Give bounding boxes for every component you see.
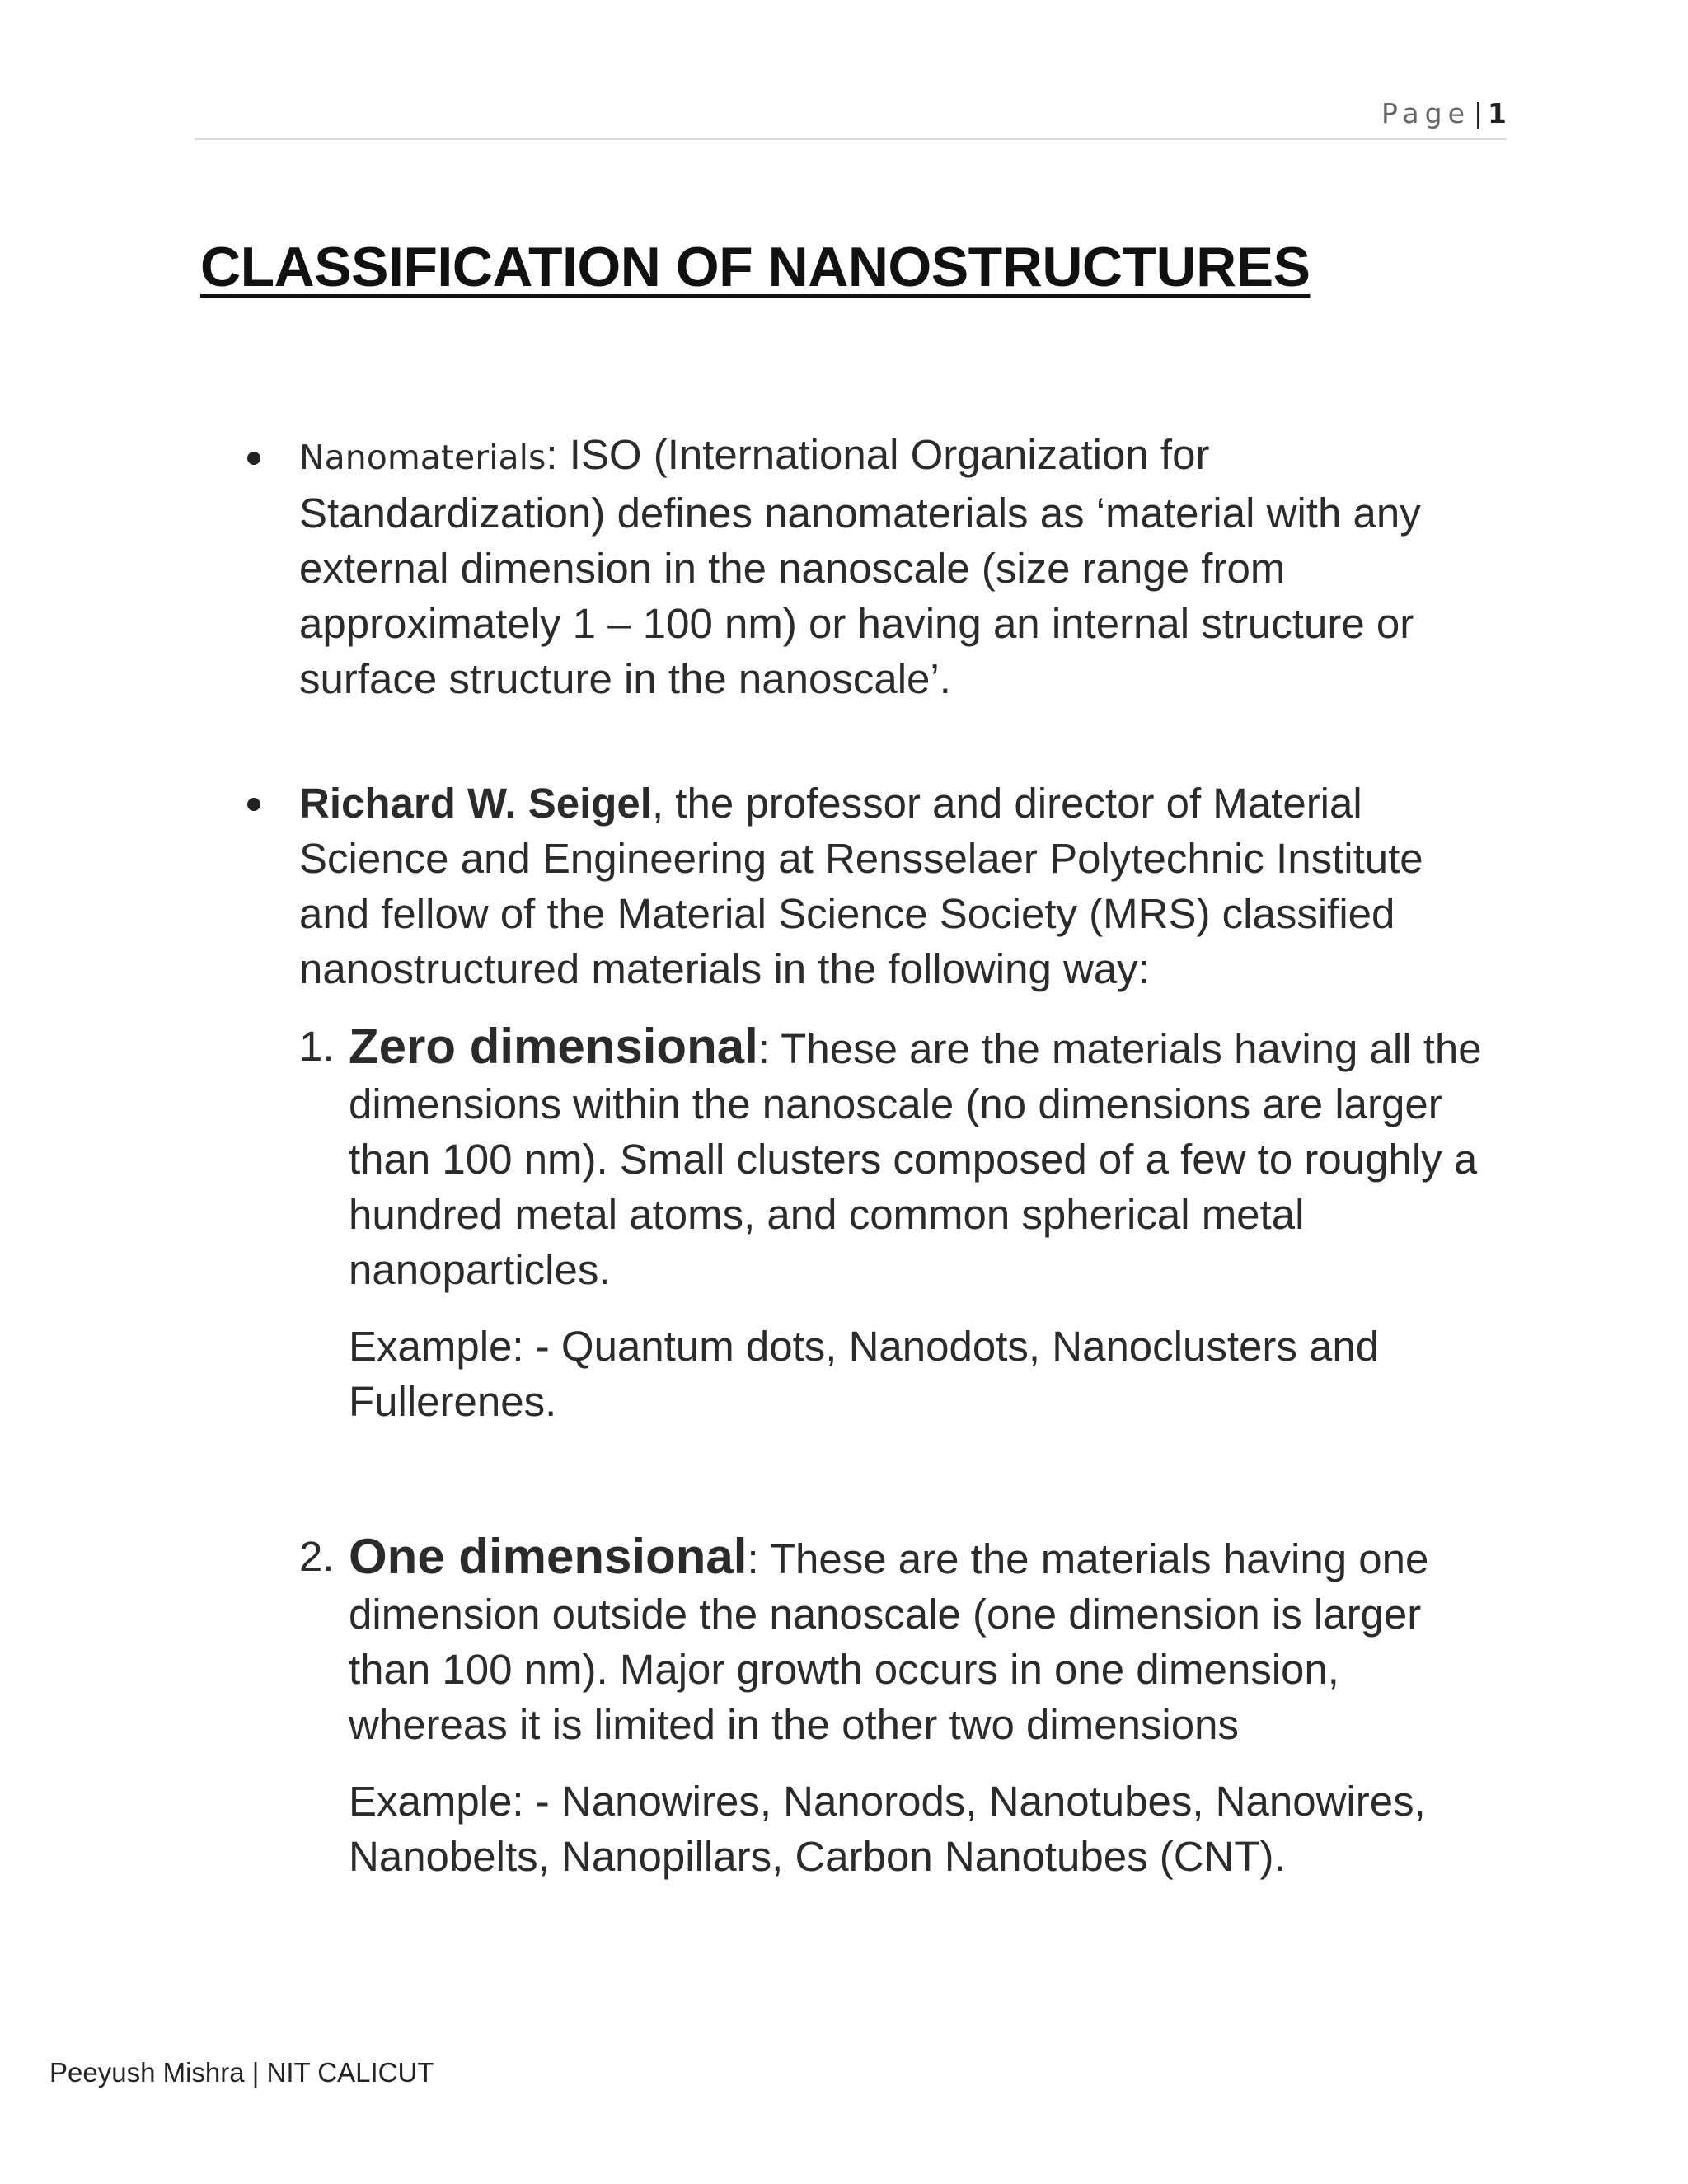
document-title: CLASSIFICATION OF NANOSTRUCTURES bbox=[200, 236, 1311, 298]
list-number: 2. bbox=[299, 1533, 335, 1580]
list-heading: Zero dimensional bbox=[349, 1019, 758, 1074]
bullet-label: Richard W. Seigel bbox=[299, 780, 652, 827]
page-footer bbox=[49, 2057, 434, 2088]
page-label: Page bbox=[1381, 97, 1470, 129]
footer-institute: NIT CALICUT bbox=[266, 2057, 434, 2088]
footer-separator: | bbox=[251, 2057, 260, 2088]
list-body bbox=[349, 1019, 1503, 1297]
list-item-zero-dimensional bbox=[299, 1019, 1503, 1429]
bullet-item-nanomaterials bbox=[299, 427, 1503, 706]
header-separator: | bbox=[1473, 97, 1484, 129]
bullet-text: : ISO (International Organization for Standardization) defines nanomaterials as ‘material with any external dimension in the nanoscale (size range from approximately 1 – 100 nm) or having an internal structure or surface structure in the nanoscale’. bbox=[299, 431, 1421, 702]
footer-author: Peeyush Mishra bbox=[49, 2057, 245, 2088]
header-rule bbox=[195, 138, 1507, 140]
bullet-label: Nanomaterials bbox=[299, 438, 546, 477]
bullet-item-seigel bbox=[299, 776, 1503, 996]
list-text: : These are the materials having all the dimensions within the nanoscale (no dimensions are larger than 100 nm). Small clusters composed of a few to roughly a hundred metal atoms, and common spherical metal nanoparticles. bbox=[349, 1025, 1482, 1293]
list-body bbox=[349, 1529, 1503, 1752]
list-number: 1. bbox=[299, 1023, 335, 1070]
list-example: Example: - Quantum dots, Nanodots, Nanoclusters and Fullerenes. bbox=[349, 1323, 1380, 1425]
list-item-one-dimensional bbox=[299, 1529, 1503, 1884]
bullet-dot bbox=[247, 798, 260, 811]
page-header bbox=[195, 97, 1507, 129]
bullet-text: , the professor and director of Material Science and Engineering at Rensselaer Polytechnic Institute and fellow of the Material Science Society (MRS) classified nanostructured materials in the following way: bbox=[299, 780, 1423, 992]
bullet-dot bbox=[247, 452, 260, 465]
list-text: : These are the materials having one dimension outside the nanoscale (one dimension is larger than 100 nm). Major growth occurs in one dimension, whereas it is limited in the other two dimensions bbox=[349, 1535, 1429, 1748]
page-number: 1 bbox=[1488, 97, 1507, 129]
list-example: Example: - Nanowires, Nanorods, Nanotubes, Nanowires, Nanobelts, Nanopillars, Carbon Nanotubes (CNT). bbox=[349, 1778, 1426, 1880]
list-heading: One dimensional bbox=[349, 1529, 748, 1584]
